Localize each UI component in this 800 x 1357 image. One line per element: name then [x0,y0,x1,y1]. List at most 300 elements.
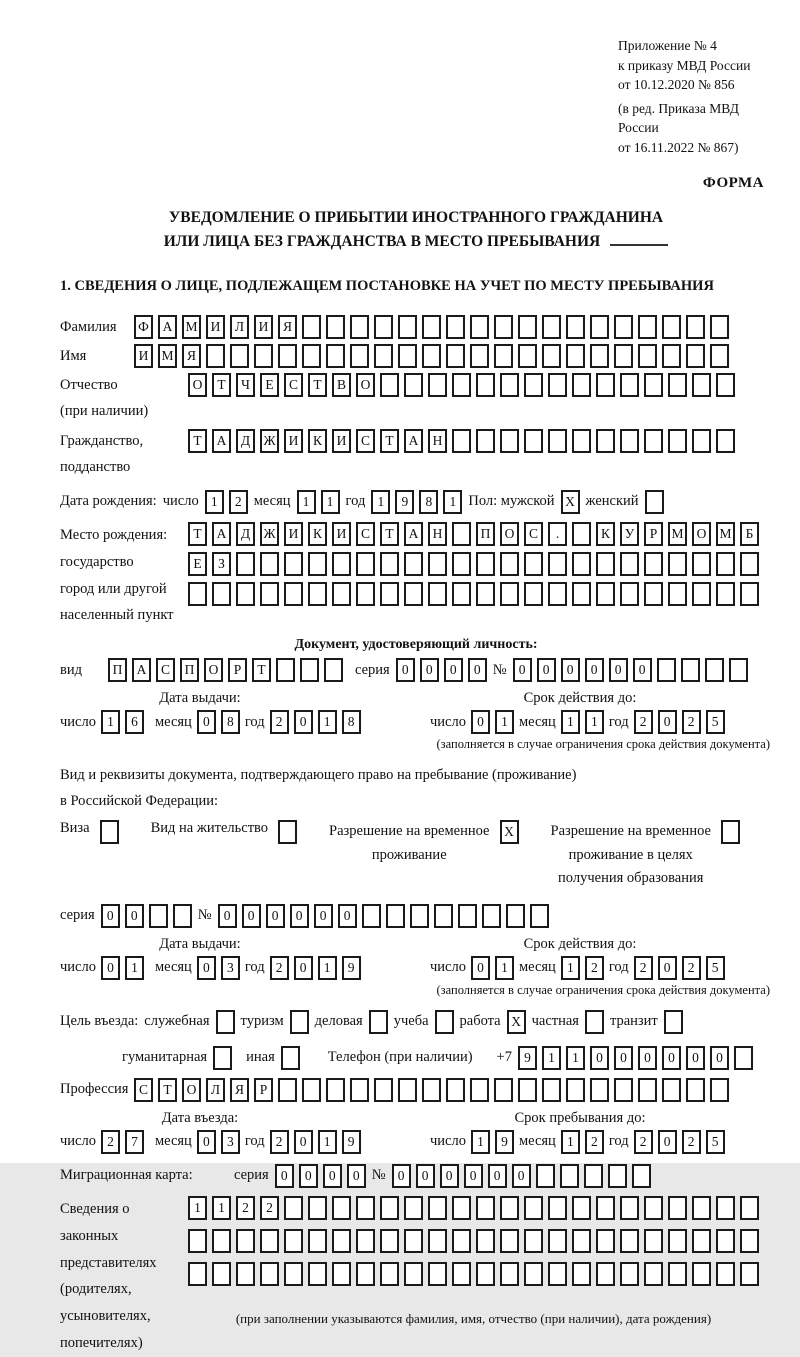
form-cell[interactable] [668,373,687,397]
form-cell[interactable]: 1 [495,956,514,980]
form-cell[interactable] [644,1262,663,1286]
form-cell[interactable]: 0 [101,904,120,928]
form-cell[interactable]: 0 [658,1130,677,1154]
form-cell[interactable] [500,1196,519,1220]
form-cell[interactable] [710,1078,729,1102]
form-cell[interactable]: 1 [566,1046,585,1070]
form-cell[interactable] [260,1262,279,1286]
form-cell[interactable]: Т [212,373,231,397]
form-cell[interactable] [260,1229,279,1253]
form-cell[interactable] [380,373,399,397]
form-cell[interactable]: 1 [542,1046,561,1070]
form-cell[interactable]: 2 [101,1130,120,1154]
form-cell[interactable] [716,1229,735,1253]
form-cell[interactable]: Т [188,522,207,546]
form-cell[interactable] [524,552,543,576]
form-cell[interactable] [681,658,700,682]
form-cell[interactable]: 2 [270,710,289,734]
form-cell[interactable] [428,1229,447,1253]
form-cell[interactable] [518,315,537,339]
form-cell[interactable] [572,552,591,576]
form-cell[interactable]: 2 [270,956,289,980]
form-cell[interactable] [398,315,417,339]
form-cell[interactable] [500,429,519,453]
form-cell[interactable] [638,344,657,368]
form-cell[interactable] [300,658,319,682]
form-cell[interactable] [585,1010,604,1034]
form-cell[interactable] [644,1196,663,1220]
form-cell[interactable]: 1 [297,490,316,514]
form-cell[interactable] [657,658,676,682]
form-cell[interactable] [230,344,249,368]
form-cell[interactable] [729,658,748,682]
form-cell[interactable]: П [108,658,127,682]
form-cell[interactable] [548,1196,567,1220]
form-cell[interactable]: Я [230,1078,249,1102]
form-cell[interactable] [572,522,591,546]
form-cell[interactable]: 0 [294,1130,313,1154]
form-cell[interactable]: 1 [318,956,337,980]
form-cell[interactable] [476,373,495,397]
form-cell[interactable] [350,1078,369,1102]
form-cell[interactable] [668,582,687,606]
form-cell[interactable] [149,904,168,928]
form-cell[interactable]: 0 [614,1046,633,1070]
form-cell[interactable]: Т [158,1078,177,1102]
form-cell[interactable] [524,1262,543,1286]
form-cell[interactable]: 1 [561,710,580,734]
form-cell[interactable]: 0 [468,658,487,682]
form-cell[interactable] [596,429,615,453]
form-cell[interactable]: О [356,373,375,397]
form-cell[interactable] [302,315,321,339]
form-cell[interactable]: И [134,344,153,368]
form-cell[interactable] [452,1262,471,1286]
form-cell[interactable]: 0 [590,1046,609,1070]
form-cell[interactable]: И [332,522,351,546]
form-cell[interactable] [524,1229,543,1253]
form-cell[interactable] [506,904,525,928]
form-cell[interactable] [446,315,465,339]
form-cell[interactable]: Р [644,522,663,546]
form-cell[interactable] [710,344,729,368]
form-cell[interactable] [428,373,447,397]
form-cell[interactable]: 0 [101,956,120,980]
form-cell[interactable]: 3 [221,956,240,980]
form-cell[interactable] [542,1078,561,1102]
form-cell[interactable] [278,820,297,844]
form-cell[interactable]: 2 [236,1196,255,1220]
form-cell[interactable]: Ж [260,522,279,546]
form-cell[interactable] [290,1010,309,1034]
form-cell[interactable]: И [332,429,351,453]
form-cell[interactable]: 0 [658,956,677,980]
form-cell[interactable] [572,1262,591,1286]
form-cell[interactable]: 0 [658,710,677,734]
form-cell[interactable]: 2 [682,1130,701,1154]
form-cell[interactable]: 0 [537,658,556,682]
form-cell[interactable] [542,344,561,368]
form-cell[interactable]: 0 [299,1164,318,1188]
form-cell[interactable] [284,1229,303,1253]
form-cell[interactable] [398,344,417,368]
form-cell[interactable]: 9 [342,956,361,980]
form-cell[interactable] [422,344,441,368]
form-cell[interactable]: 0 [347,1164,366,1188]
form-cell[interactable] [356,552,375,576]
form-cell[interactable] [446,344,465,368]
form-cell[interactable] [620,1229,639,1253]
form-cell[interactable] [404,373,423,397]
form-cell[interactable]: 8 [419,490,438,514]
form-cell[interactable] [692,1262,711,1286]
form-cell[interactable] [374,315,393,339]
form-cell[interactable]: 2 [634,956,653,980]
form-cell[interactable]: З [212,552,231,576]
form-cell[interactable] [692,582,711,606]
form-cell[interactable] [470,344,489,368]
form-cell[interactable]: 0 [440,1164,459,1188]
form-cell[interactable] [662,344,681,368]
form-cell[interactable]: 0 [396,658,415,682]
form-cell[interactable]: 9 [342,1130,361,1154]
form-cell[interactable]: С [356,429,375,453]
form-cell[interactable] [350,315,369,339]
form-cell[interactable]: 2 [260,1196,279,1220]
form-cell[interactable]: 0 [561,658,580,682]
form-cell[interactable] [494,344,513,368]
form-cell[interactable] [276,658,295,682]
form-cell[interactable]: Б [740,522,759,546]
form-cell[interactable] [278,344,297,368]
form-cell[interactable]: 0 [609,658,628,682]
form-cell[interactable]: 0 [197,710,216,734]
form-cell[interactable]: М [716,522,735,546]
form-cell[interactable] [458,904,477,928]
form-cell[interactable] [452,429,471,453]
form-cell[interactable] [410,904,429,928]
form-cell[interactable]: 0 [242,904,261,928]
form-cell[interactable]: 2 [634,1130,653,1154]
form-cell[interactable]: 1 [318,710,337,734]
form-cell[interactable] [590,344,609,368]
form-cell[interactable]: Т [252,658,271,682]
form-cell[interactable]: К [308,429,327,453]
form-cell[interactable]: Т [308,373,327,397]
form-cell[interactable] [281,1046,300,1070]
form-cell[interactable]: П [180,658,199,682]
form-cell[interactable]: П [476,522,495,546]
form-cell[interactable] [356,1196,375,1220]
form-cell[interactable] [500,582,519,606]
form-cell[interactable]: 0 [662,1046,681,1070]
form-cell[interactable] [500,373,519,397]
form-cell[interactable] [500,552,519,576]
form-cell[interactable] [422,1078,441,1102]
form-cell[interactable] [590,315,609,339]
form-cell[interactable]: 2 [634,710,653,734]
form-cell[interactable] [686,1078,705,1102]
form-cell[interactable] [332,1262,351,1286]
form-cell[interactable] [548,552,567,576]
form-cell[interactable]: 1 [101,710,120,734]
form-cell[interactable] [476,1196,495,1220]
form-cell[interactable]: 9 [518,1046,537,1070]
form-cell[interactable] [308,1229,327,1253]
form-cell[interactable] [524,373,543,397]
form-cell[interactable]: 0 [488,1164,507,1188]
form-cell[interactable]: 0 [266,904,285,928]
form-cell[interactable] [536,1164,555,1188]
form-cell[interactable]: С [356,522,375,546]
form-cell[interactable]: 0 [471,956,490,980]
form-cell[interactable]: 0 [275,1164,294,1188]
form-cell[interactable] [644,582,663,606]
form-cell[interactable]: 0 [218,904,237,928]
form-cell[interactable] [705,658,724,682]
form-cell[interactable] [308,1196,327,1220]
form-cell[interactable] [476,1262,495,1286]
form-cell[interactable] [596,1262,615,1286]
form-cell[interactable] [548,429,567,453]
form-cell[interactable] [476,582,495,606]
form-cell[interactable]: А [404,522,423,546]
form-cell[interactable]: 1 [443,490,462,514]
form-cell[interactable] [692,552,711,576]
form-cell[interactable]: Т [188,429,207,453]
form-cell[interactable] [236,552,255,576]
form-cell[interactable] [212,1262,231,1286]
form-cell[interactable] [428,552,447,576]
form-cell[interactable] [614,1078,633,1102]
form-cell[interactable] [476,1229,495,1253]
form-cell[interactable] [664,1010,683,1034]
form-cell[interactable]: 0 [512,1164,531,1188]
form-cell[interactable] [332,1229,351,1253]
form-cell[interactable] [518,344,537,368]
form-cell[interactable] [435,1010,454,1034]
form-cell[interactable] [734,1046,753,1070]
form-cell[interactable]: 0 [294,956,313,980]
form-cell[interactable]: Я [278,315,297,339]
form-cell[interactable]: Н [428,522,447,546]
form-cell[interactable]: А [212,429,231,453]
form-cell[interactable] [356,1262,375,1286]
form-cell[interactable] [548,1262,567,1286]
form-cell[interactable] [482,904,501,928]
form-cell[interactable] [404,582,423,606]
form-cell[interactable] [638,1078,657,1102]
form-cell[interactable] [494,1078,513,1102]
form-cell[interactable]: 1 [321,490,340,514]
form-cell[interactable] [470,315,489,339]
form-cell[interactable] [572,582,591,606]
form-cell[interactable]: А [158,315,177,339]
form-cell[interactable] [284,1262,303,1286]
form-cell[interactable] [236,1229,255,1253]
form-cell[interactable] [302,1078,321,1102]
form-cell[interactable]: 1 [585,710,604,734]
form-cell[interactable]: Е [188,552,207,576]
form-cell[interactable]: 1 [561,956,580,980]
form-cell[interactable]: 2 [585,1130,604,1154]
form-cell[interactable]: И [284,429,303,453]
form-cell[interactable]: К [308,522,327,546]
form-cell[interactable] [404,552,423,576]
form-cell[interactable] [572,1229,591,1253]
form-cell[interactable] [326,344,345,368]
form-cell[interactable] [374,344,393,368]
form-cell[interactable] [494,315,513,339]
form-cell[interactable] [356,582,375,606]
form-cell[interactable] [236,582,255,606]
form-cell[interactable]: 0 [638,1046,657,1070]
form-cell[interactable] [380,582,399,606]
form-cell[interactable] [332,1196,351,1220]
form-cell[interactable] [278,1078,297,1102]
form-cell[interactable]: Д [236,429,255,453]
form-cell[interactable]: 9 [495,1130,514,1154]
form-cell[interactable] [668,1262,687,1286]
form-cell[interactable]: X [507,1010,526,1034]
form-cell[interactable]: И [254,315,273,339]
form-cell[interactable] [620,1196,639,1220]
form-cell[interactable] [710,315,729,339]
form-cell[interactable] [572,373,591,397]
form-cell[interactable] [716,1196,735,1220]
form-cell[interactable] [398,1078,417,1102]
form-cell[interactable]: В [332,373,351,397]
form-cell[interactable] [566,1078,585,1102]
form-cell[interactable] [428,582,447,606]
form-cell[interactable]: А [212,522,231,546]
form-cell[interactable] [260,582,279,606]
form-cell[interactable]: 1 [205,490,224,514]
form-cell[interactable] [590,1078,609,1102]
form-cell[interactable] [422,315,441,339]
form-cell[interactable] [452,552,471,576]
form-cell[interactable]: О [204,658,223,682]
form-cell[interactable]: 9 [395,490,414,514]
form-cell[interactable] [452,1196,471,1220]
form-cell[interactable] [380,1262,399,1286]
form-cell[interactable] [614,344,633,368]
form-cell[interactable] [308,582,327,606]
form-cell[interactable] [216,1010,235,1034]
form-cell[interactable] [452,522,471,546]
form-cell[interactable]: 0 [633,658,652,682]
form-cell[interactable]: 0 [290,904,309,928]
form-cell[interactable] [332,582,351,606]
form-cell[interactable] [380,1196,399,1220]
form-cell[interactable] [173,904,192,928]
form-cell[interactable] [404,1262,423,1286]
form-cell[interactable] [260,552,279,576]
form-cell[interactable] [212,1229,231,1253]
form-cell[interactable] [254,344,273,368]
form-cell[interactable]: 0 [392,1164,411,1188]
form-cell[interactable]: О [188,373,207,397]
form-cell[interactable] [740,1229,759,1253]
form-cell[interactable] [686,344,705,368]
form-cell[interactable]: 0 [125,904,144,928]
form-cell[interactable] [324,658,343,682]
form-cell[interactable] [596,552,615,576]
form-cell[interactable]: О [500,522,519,546]
form-cell[interactable] [740,1196,759,1220]
form-cell[interactable] [100,820,119,844]
form-cell[interactable] [530,904,549,928]
form-cell[interactable] [662,315,681,339]
form-cell[interactable] [692,373,711,397]
form-cell[interactable] [716,373,735,397]
form-cell[interactable]: О [182,1078,201,1102]
form-cell[interactable]: 1 [125,956,144,980]
form-cell[interactable] [206,344,225,368]
form-cell[interactable] [566,315,585,339]
form-cell[interactable] [518,1078,537,1102]
form-cell[interactable] [452,582,471,606]
form-cell[interactable] [326,1078,345,1102]
form-cell[interactable]: 0 [323,1164,342,1188]
form-cell[interactable] [644,429,663,453]
form-cell[interactable] [692,429,711,453]
form-cell[interactable]: X [500,820,519,844]
form-cell[interactable] [542,315,561,339]
form-cell[interactable] [428,1196,447,1220]
form-cell[interactable] [584,1164,603,1188]
form-cell[interactable] [380,552,399,576]
form-cell[interactable]: 7 [125,1130,144,1154]
form-cell[interactable] [476,429,495,453]
form-cell[interactable] [620,552,639,576]
form-cell[interactable] [452,1229,471,1253]
form-cell[interactable]: 0 [420,658,439,682]
form-cell[interactable] [236,1262,255,1286]
form-cell[interactable] [369,1010,388,1034]
form-cell[interactable]: 1 [188,1196,207,1220]
form-cell[interactable] [596,373,615,397]
form-cell[interactable]: X [561,490,580,514]
form-cell[interactable] [326,315,345,339]
form-cell[interactable] [213,1046,232,1070]
form-cell[interactable] [470,1078,489,1102]
form-cell[interactable]: С [524,522,543,546]
form-cell[interactable]: Н [428,429,447,453]
form-cell[interactable] [692,1229,711,1253]
form-cell[interactable] [380,1229,399,1253]
form-cell[interactable]: 5 [706,1130,725,1154]
form-cell[interactable]: Р [228,658,247,682]
form-cell[interactable] [500,1229,519,1253]
form-cell[interactable]: А [404,429,423,453]
form-cell[interactable]: Р [254,1078,273,1102]
form-cell[interactable]: С [156,658,175,682]
form-cell[interactable]: 2 [229,490,248,514]
form-cell[interactable] [188,1262,207,1286]
form-cell[interactable] [596,1196,615,1220]
form-cell[interactable] [560,1164,579,1188]
form-cell[interactable] [686,315,705,339]
form-cell[interactable] [284,552,303,576]
form-cell[interactable]: . [548,522,567,546]
form-cell[interactable] [721,820,740,844]
form-cell[interactable] [668,429,687,453]
form-cell[interactable]: 5 [706,956,725,980]
form-cell[interactable] [308,552,327,576]
form-cell[interactable]: Д [236,522,255,546]
form-cell[interactable]: 1 [471,1130,490,1154]
